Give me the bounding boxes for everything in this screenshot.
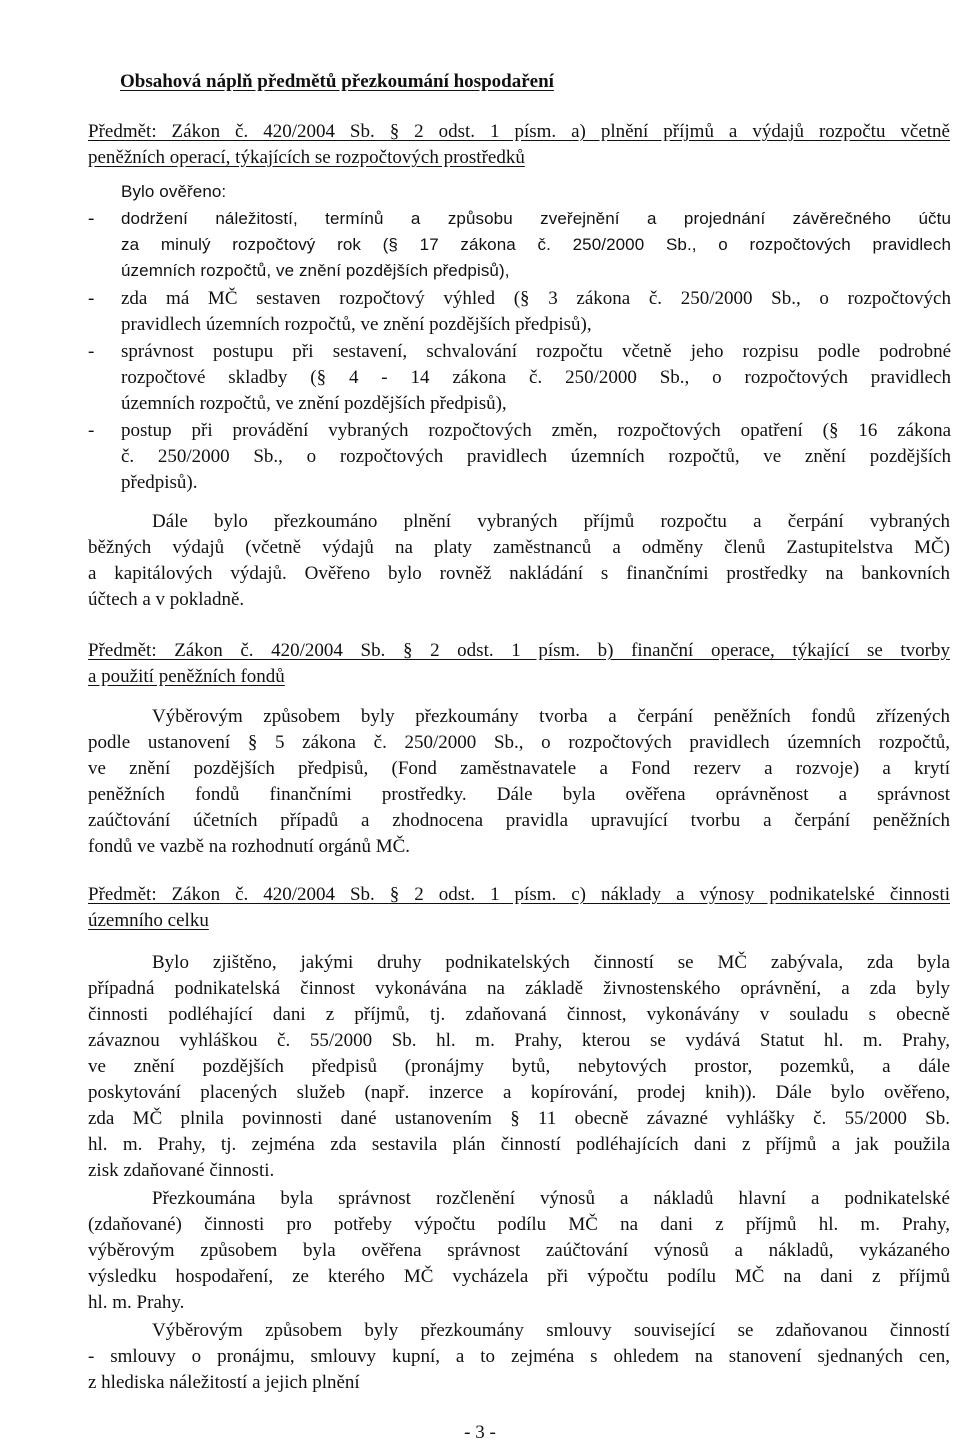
section2-paragraph: zaúčtování účetních případů a zhodnocena pravidla upravující tvorbu a čerpání peněžních [88,810,950,831]
bullet4-line: postup při provádění vybraných rozpočtových změn, rozpočtových opatření (§ 16 zákona [121,420,951,441]
bullet-dash: - [88,341,95,362]
bullet4-line: předpisů). [121,472,198,493]
section1-paragraph: Dále bylo přezkoumáno plnění vybraných příjmů rozpočtu a čerpání vybraných [152,511,950,532]
page-number: - 3 - [464,1422,496,1443]
section2-paragraph: Výběrovým způsobem byly přezkoumány tvorba a čerpání peněžních fondů zřízených [152,706,950,727]
bullet3-line: územních rozpočtů, ve znění pozdějších předpisů), [121,393,507,414]
section3-paragraph1: Bylo zjištěno, jakými druhy podnikatelských činností se MČ zabývala, zda byla [152,952,950,973]
bullet3-line: správnost postupu při sestavení, schvalování rozpočtu včetně jeho rozpisu podle podrobné [121,341,951,362]
section3-paragraph3: z hlediska náležitostí a jejich plnění [88,1372,360,1393]
section3-paragraph1: ve znění pozdějších předpisů (pronájmy bytů, nebytových prostor, pozemků, a dále [88,1056,950,1077]
bullet2-line: zda má MČ sestaven rozpočtový výhled (§ 3 zákona č. 250/2000 Sb., o rozpočtových [121,288,951,309]
verified-label: Bylo ověřeno: [121,182,227,201]
bullet1-line: dodržení náležitostí, termínů a způsobu zveřejnění a projednání závěrečného účtu [121,209,951,228]
section2-paragraph: fondů ve vazbě na rozhodnutí orgánů MČ. [88,836,411,857]
bullet4-line: č. 250/2000 Sb., o rozpočtových pravidlech územních rozpočtů, ve znění pozdějších [121,446,951,467]
section3-paragraph1: případná podnikatelská činnost vykonávána na základě živnostenského oprávnění, a zda byly [88,978,950,999]
section3-paragraph2: Přezkoumána byla správnost rozčlenění výnosů a nákladů hlavní a podnikatelské [152,1188,950,1209]
section1-paragraph: běžných výdajů (včetně výdajů na platy zaměstnanců a odměny členů Zastupitelstva MČ) [88,537,950,558]
section3-paragraph3: - smlouvy o pronájmu, smlouvy kupní, a to zejména s ohledem na stanovení sjednaných cen, [88,1346,950,1367]
section1-subject-cont: peněžních operací, týkajících se rozpočtových prostředků [88,147,525,168]
section3-paragraph1: zda MČ plnila povinnosti dané ustanovením § 11 obecně závazné vyhlášky č. 55/2000 Sb. [88,1108,950,1129]
section3-paragraph2: výsledku hospodaření, ze kterého MČ vycházela při výpočtu podílu MČ na dani z příjmů [88,1266,950,1287]
section3-paragraph2: (zdaňované) činnosti pro potřeby výpočtu podílu MČ na dani z příjmů hl. m. Prahy, [88,1214,950,1235]
section3-paragraph1: zisk zdaňované činnosti. [88,1160,275,1181]
bullet1-line: územních rozpočtů, ve znění pozdějších předpisů), [121,261,510,280]
bullet3-line: rozpočtové skladby (§ 4 - 14 zákona č. 250/2000 Sb., o rozpočtových pravidlech [121,367,951,388]
bullet-dash: - [88,208,95,229]
section3-paragraph1: činnosti podléhající dani z příjmů, tj. zdaňovaná činnost, vykonávány v souladu s obecně [88,1004,950,1025]
document-heading: Obsahová náplň předmětů přezkoumání hospodaření [120,71,554,92]
bullet-dash: - [88,288,95,309]
section3-subject: Předmět: Zákon č. 420/2004 Sb. § 2 odst. 1 písm. c) náklady a výnosy podnikatelské činnosti [88,884,950,905]
section2-paragraph: podle ustanovení § 5 zákona č. 250/2000 Sb., o rozpočtových pravidlech územních rozpočtů, [88,732,950,753]
section3-paragraph1: poskytování placených služeb (např. inzerce a kopírování, prodej knih)). Dále bylo ověřeno, [88,1082,950,1103]
section1-paragraph: a kapitálových výdajů. Ověřeno bylo rovněž nakládání s finančními prostředky na bankovních [88,563,950,584]
section2-paragraph: peněžních fondů finančními prostředky. Dále byla ověřena oprávněnost a správnost [88,784,950,805]
section3-paragraph3: Výběrovým způsobem byly přezkoumány smlouvy související se zdaňovanou činností [152,1320,950,1341]
section3-paragraph1: závaznou vyhláškou č. 55/2000 Sb. hl. m. Prahy, kterou se vydává Statut hl. m. Prahy, [88,1030,950,1051]
bullet2-line: pravidlech územních rozpočtů, ve znění pozdějších předpisů), [121,314,592,335]
section3-paragraph1: hl. m. Prahy, tj. zejména zda sestavila plán činností podléhajících dani z příjmů a jak použila [88,1134,950,1155]
section3-paragraph2: výběrovým způsobem byla ověřena správnost zaúčtování výnosů a nákladů, vykázaného [88,1240,950,1261]
section2-subject: Předmět: Zákon č. 420/2004 Sb. § 2 odst. 1 písm. b) finanční operace, týkající se tvorby [88,640,950,661]
section2-paragraph: ve znění pozdějších předpisů, (Fond zaměstnavatele a Fond rezerv a rozvoje) a krytí [88,758,950,779]
section1-subject: Předmět: Zákon č. 420/2004 Sb. § 2 odst. 1 písm. a) plnění příjmů a výdajů rozpočtu včetně [88,121,950,142]
section2-subject-cont: a použití peněžních fondů [88,666,285,687]
section1-paragraph: účtech a v pokladně. [88,589,245,610]
bullet1-line: za minulý rozpočtový rok (§ 17 zákona č. 250/2000 Sb., o rozpočtových pravidlech [121,235,951,254]
bullet-dash: - [88,420,95,441]
section3-paragraph2: hl. m. Prahy. [88,1292,185,1313]
section3-subject-cont: územního celku [88,910,209,931]
